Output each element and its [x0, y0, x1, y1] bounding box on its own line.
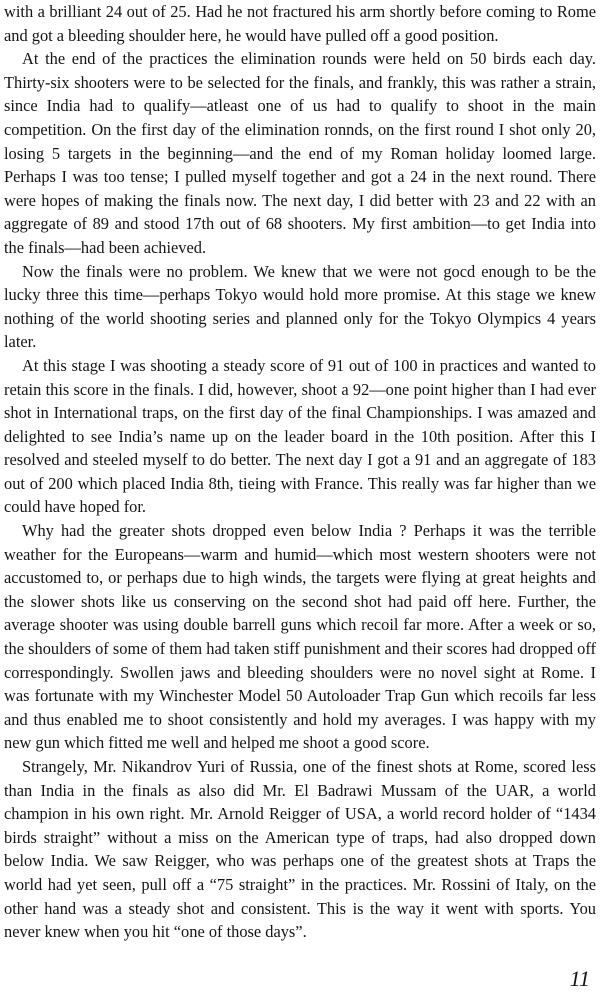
paragraph-finals: Now the finals were no problem. We knew that we were not gocd enough to be the lucky three this time—perhaps Tokyo would hold more promise. At this stage we knew nothing of the world shooting series and planned only for the Tokyo Olympics 4 years later. — [4, 261, 596, 352]
paragraph-weather-and-guns: Why had the greater shots dropped even below India ? Perhaps it was the terrible weather for the Europeans—warm and humid—which most western shooters were not accustomed to, or perhaps due to high winds, the targets were flying at great heights and the slower shots like us conserving on the second shot had paid off here. Further, the average shooter was using double barrell guns which recoil far more. After a week or so, the shoulders of some of them had taken stiff punishment and their scores had dropped off correspondingly. Swollen jaws and bleeding shoulders were no novel sight at Rome. I was fortunate with my Winchester Model 50 Autoloader Trap Gun which recoils far less and thus enabled me to shoot consistently and hold my averages. I was happy with my new gun which fitted me well and helped me shoot a good score. — [4, 521, 596, 753]
paragraph-other-shooters: Strangely, Mr. Nikandrov Yuri of Russia, one of the finest shots at Rome, scored less than India in the finals as also did Mr. El Badrawi Mussam of the UAR, a world champion in his own right. Mr. Arnold Reigger of USA, a world record holder of “1434 birds straight” without a miss on the American type of traps, had also dropped down below India. We saw Reigger, who was perhaps one of the greatest shots at Traps the world had yet seen, pull off a “75 straight” in the practices. Mr. Rossini of Italy, on the other hand was a steady shot and consistent. This is the way it went with sports. You never knew when you hit “one of those days”. — [4, 757, 596, 942]
paragraph-championship-scores: At this stage I was shooting a steady score of 91 out of 100 in practices and wanted to retain this score in the finals. I did, however, shoot a 92—one point higher than I had ever shot in International traps, on the first day of the final Championships. I was amazed and delighted to see India’s name up on the leader board in the 10th position. After this I resolved and steeled myself to do better. The next day I got a 91 and an aggregate of 183 out of 200 which placed India 8th, tieing with France. This really was far higher than we could have hoped for. — [4, 355, 596, 517]
page-number: 11 — [569, 966, 590, 991]
book-page — [4, 0, 596, 1001]
paragraph-elimination-rounds: At the end of the practices the elimination rounds were held on 50 birds each day. Thirty-six shooters were to be selected for the finals, and frankly, this was rather a strain, since India had to qualify—atleast one of us had to qualify to shoot in the main competition. On the first day of the elimination ronnds, on the first round I shot only 20, losing 5 targets in the beginning—and the end of my Roman holiday loomed large. Perhaps I was too tense; I pulled myself together and got a 24 in the next round. There were hopes of making the finals now. The next day, I did better with 23 and 22 with an aggregate of 89 and stood 17th out of 68 shooters. My first ambition—to get India into the finals—had been achieved. — [4, 49, 596, 257]
paragraph-continuation: with a brilliant 24 out of 25. Had he not fractured his arm shortly before coming to Rome and got a bleeding shoulder here, he would have pulled off a good position. — [4, 2, 596, 45]
